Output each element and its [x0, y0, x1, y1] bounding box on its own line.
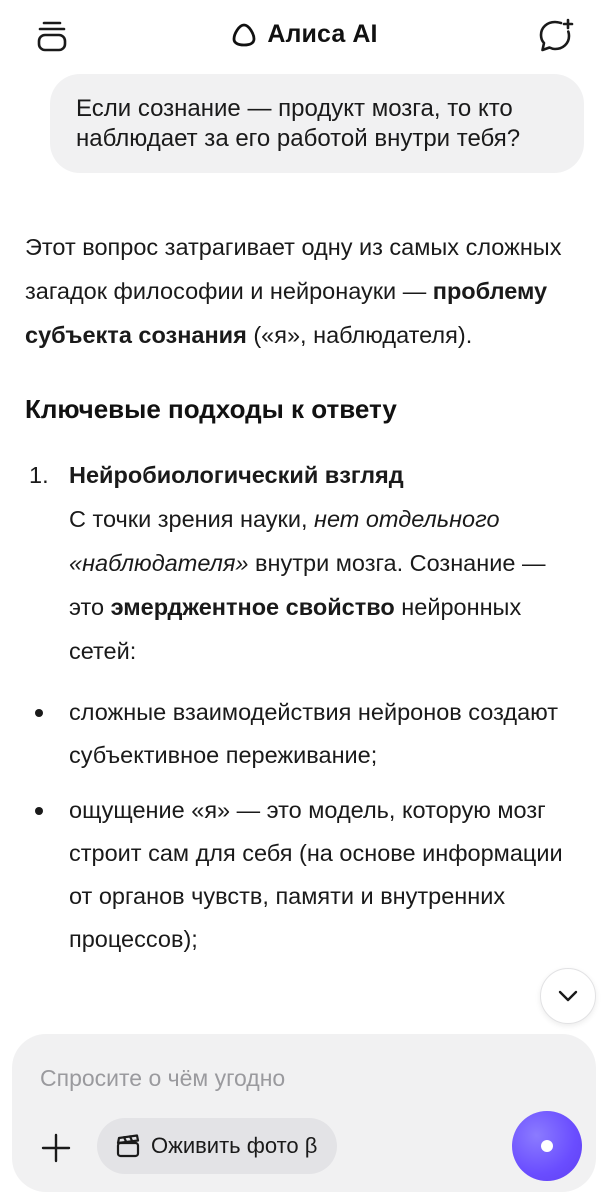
intro-bold-text: проблему субъекта сознания — [25, 278, 548, 348]
bullet-dot-icon — [35, 709, 43, 717]
bullet-dot-icon — [35, 807, 43, 815]
bullet-list — [25, 691, 585, 961]
item-text-italic: нет отдельного «наблюдателя» — [69, 506, 500, 576]
prompt-input[interactable] — [40, 1058, 560, 1098]
bullet-text: ощущение «я» — это модель, которую мозг строит сам для себя (на основе информации от органов чувств, памяти и внутренних процессов); — [69, 797, 563, 952]
plus-icon — [40, 1132, 72, 1164]
item-text-1: С точки зрения науки, — [69, 506, 315, 532]
message-composer — [12, 1034, 596, 1192]
alice-logo-icon — [231, 22, 257, 48]
numbered-list-item — [25, 453, 585, 673]
voice-orb-icon — [541, 1140, 553, 1152]
list-number: 1. — [29, 462, 49, 488]
voice-input-button[interactable] — [512, 1111, 582, 1181]
app-title — [0, 20, 609, 49]
user-message-bubble — [50, 74, 584, 173]
user-message-text: Если сознание — продукт мозга, то кто наблюдает за его работой внутри тебя? — [76, 95, 521, 152]
bullet-item — [25, 789, 585, 961]
new-chat-bubble-icon — [537, 17, 575, 55]
answer-intro-paragraph — [25, 225, 585, 357]
chevron-down-icon — [555, 983, 581, 1009]
list-item-title: Нейробиологический взгляд — [69, 462, 404, 488]
new-chat-button[interactable] — [534, 14, 578, 58]
item-text-2: внутри мозга. Сознание — это — [69, 550, 546, 620]
scroll-to-bottom-button[interactable] — [540, 968, 596, 1024]
item-text-bold: эмерджентное свойство — [110, 594, 395, 620]
answer-heading: Ключевые подходы к ответу — [25, 394, 397, 424]
list-item-text — [69, 497, 585, 673]
top-bar — [0, 0, 609, 74]
intro-text-2: («я», наблюдателя). — [246, 322, 473, 348]
intro-text-1: Этот вопрос затрагивает одну из самых сложных загадок философии и нейронауки — — [25, 234, 562, 304]
attach-button[interactable] — [34, 1126, 78, 1170]
clapperboard-icon — [115, 1133, 141, 1159]
bullet-text: сложные взаимодействия нейронов создают субъективное переживание; — [69, 699, 559, 768]
page-title: Алиса AI — [267, 20, 378, 48]
bullet-item — [25, 691, 585, 777]
assistant-answer — [25, 225, 585, 973]
item-text-3: нейронных сетей: — [69, 594, 522, 664]
animate-photo-button[interactable] — [97, 1118, 337, 1174]
animate-photo-label: Оживить фото β — [151, 1133, 318, 1158]
